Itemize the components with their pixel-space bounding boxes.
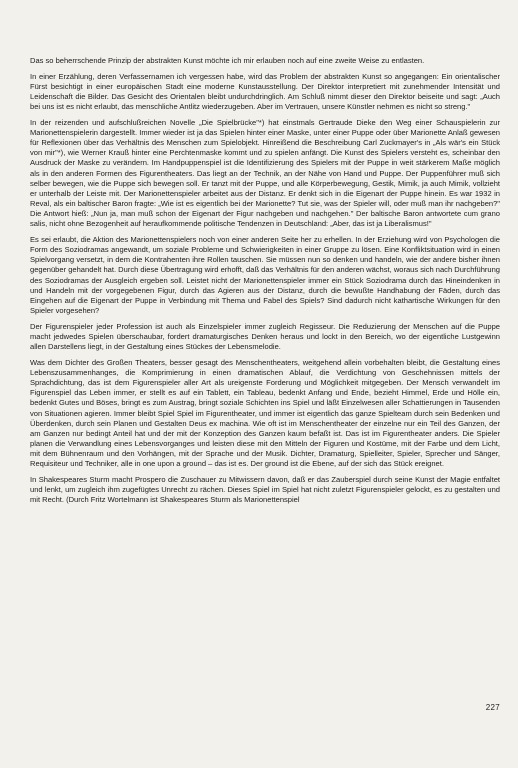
paragraph-3: In der reizenden und aufschlußreichen Novelle „Die Spielbrücke"*) hat einstmals Gertraude Dieke den Weg einer Schauspielerin zur Marionettenspielerin dargestellt. Immer wieder ist ja das Spielen hinter einer Maske, unter einer Puppe oder über Marionette Anlaß gewesen für Reflexionen über das Verhältnis des Menschen zum Spielobjekt. Hinreißend die Beschreibung Carl Zuckmayer's in „Als wär's ein Stück von mir"*), wie Werner Krauß hinter eine Perchtenmaske kommt und zu spielen anfängt. Die Kunst des Spielers versteht es, scheinbar den Ausdruck der Maske zu verändern. Im Handpuppenspiel ist die Identifizierung des Spielers mit der Puppe in weit stärkerem Maße möglich als in den anderen Formen des Figurentheaters. Das liegt an der Technik, an der Nähe von Hand und Puppe. Der Puppenführer muß sich selber bewegen, wie die Puppe sich bewegen soll. Er tanzt mit der Puppe, und alle Körperbewegung, Gestik, Mimik, ja auch Mimik, vollzieht er unterhalb der Leiste mit. Der Marionettenspieler arbeitet aus der Distanz. Er denkt sich in die Eigenart der Puppe hinein. Es war 1932 in Reval, als ein baltischer Baron fragte: „Wie ist es eigentlich bei der Marionette? Tut sie, was der Spieler will, oder muß man ihr nachgeben?" Die Antwort hieß: „Nun ja, man muß schon der Eigenart der Figur nachgeben und nachgehen." Der baltische Baron antwortete cum grano salis, nicht ohne Bezogenheit auf heraufkommende politische Tendenzen in Deutschland: „Aber, das ist ja Liberalismus!" bbox=[30, 117, 500, 229]
paragraph-6: Was dem Dichter des Großen Theaters, besser gesagt des Menschentheaters, weitgehend allein vorbehalten bleibt, die Gestaltung eines Lebenszusammenhanges, die Komprimierung in einen dramatischen Ablauf, die Verdichtung von Geschehnissen mittels der Sprachdichtung, das ist dem Figurenspieler aller Art als ureigenste Forderung und Möglichkeit mitgegeben. Der Mensch verwandelt im Figurenspiel das Leben immer, er stellt es auf ein Tablett, ein Tableau, bedenkt Anfang und Ende, bezieht Himmel, Erde und Hölle ein, bedenkt Gutes und Böses, bringt es zum Austrag, bringt soziale Schichten ins Spiel und läßt Einzelwesen aller Schattierungen in Tausenden von Situationen agieren. Immer bleibt Spiel Spiel im Figurentheater, und immer ist eigentlich das ganze Spielteam durch sein Bedenken und Überdenken, durch sein Planen und Gestalten Deus ex machina. Wie oft ist im Menschentheater der einzelne nur ein Teil des Ganzen, der am Ganzen nur bedingt Anteil hat und der mit der Konzeption des Ganzen kaum befaßt ist. Das ist im Figurentheater anders. Die Spieler planen die Verwandlung eines Lebensvorganges und leisten diese mit den Mitteln der Figuren und Kostüme, mit der Farbe und dem Licht, mit dem Bühnenraum und den Vorhängen, mit der Sprache und der Musik. Dichter, Dramaturg, Spielleiter, Spieler, Sprecher und Sänger, Requisiteur und Techniker, alle in one upon a ground – das ist es. Der ground ist die Ebene, auf der sich das Stück ereignet. bbox=[30, 357, 500, 469]
paragraph-4: Es sei erlaubt, die Aktion des Marionettenspielers noch von einer anderen Seite her zu erhellen. In der Erziehung wird von Psychologen die Form des Soziodramas angewandt, um soziale Probleme und Schwierigkeiten in einer Gruppe zu lösen. Eine Konfliktsituation wird in einen Spielvorgang versetzt, in dem die Kontrahenten ihre Rollen tauschen. Sie müssen nun so denken und handeln, wie der andere bisher ihnen gegenüber gehandelt hat. Durch diese Übertragung wird erhofft, daß das Verhältnis für den anderen wächst, woraus sich nach Durchführung des Soziodramas der Ausgleich ergeben soll. Leistet nicht der Marionettenspieler immer ein Stück Soziodrama durch das Hineindenken in und Handeln mit der vorgegebenen Figur, durch das Agieren aus der Distanz, durch die bewußte Handhabung der Fäden, durch das Eingehen auf die Eigenart der Puppe in Verbindung mit Thema und Fabel des Spiels? Sind dadurch nicht kathartische Wirkungen für den Spieler vorgesehen? bbox=[30, 235, 500, 316]
paragraph-7: In Shakespeares Sturm macht Prospero die Zuschauer zu Mitwissern davon, daß er das Zauberspiel durch seine Kunst der Magie entfaltet und lenkt, um zugleich ihm zugefügtes Unrecht zu rächen. Dieses Spiel im Spiel hat nicht zuletzt Figurenspieler gelockt, es zu gestalten und mit Recht. (Durch Fritz Wortelmann ist Shakespeares Sturm als Marionettenspiel bbox=[30, 474, 500, 505]
page-number: 227 bbox=[485, 703, 500, 712]
paragraph-1: Das so beherrschende Prinzip der abstrakten Kunst möchte ich mir erlauben noch auf eine zweite Weise zu entlasten. bbox=[30, 56, 425, 65]
paragraph-5: Der Figurenspieler jeder Profession ist auch als Einzelspieler immer zugleich Regisseur. Die Reduzierung der Menschen auf die Puppe macht jedwedes Spielen überschaubar, fordert dramaturgisches Denken heraus und lockt in den Bereich, wo der eigentliche Lustgewinn allen Darstellens liegt, in der Gestaltung eines Stückes der Lebensmelodie. bbox=[30, 321, 500, 352]
paragraph-2: In einer Erzählung, deren Verfassernamen ich vergessen habe, wird das Problem der abstrakten Kunst so angegangen: Ein orientalischer Fürst besichtigt in einer europäischen Stadt eine moderne Kunstausstellung. Der Direktor interpretiert mit zunehmender Intensität und Leidenschaft die Bilder. Das Gesicht des Orientalen bleibt undurchdringlich. Am Schluß nimmt dieser den Direktor beiseite und sagt: „Auch bei uns ist es nicht erlaubt, das menschliche Antlitz wiederzugeben. Aber im Vertrauen, unsere Künstler nehmen es nicht so streng." bbox=[30, 71, 500, 112]
page-body bbox=[30, 56, 500, 756]
